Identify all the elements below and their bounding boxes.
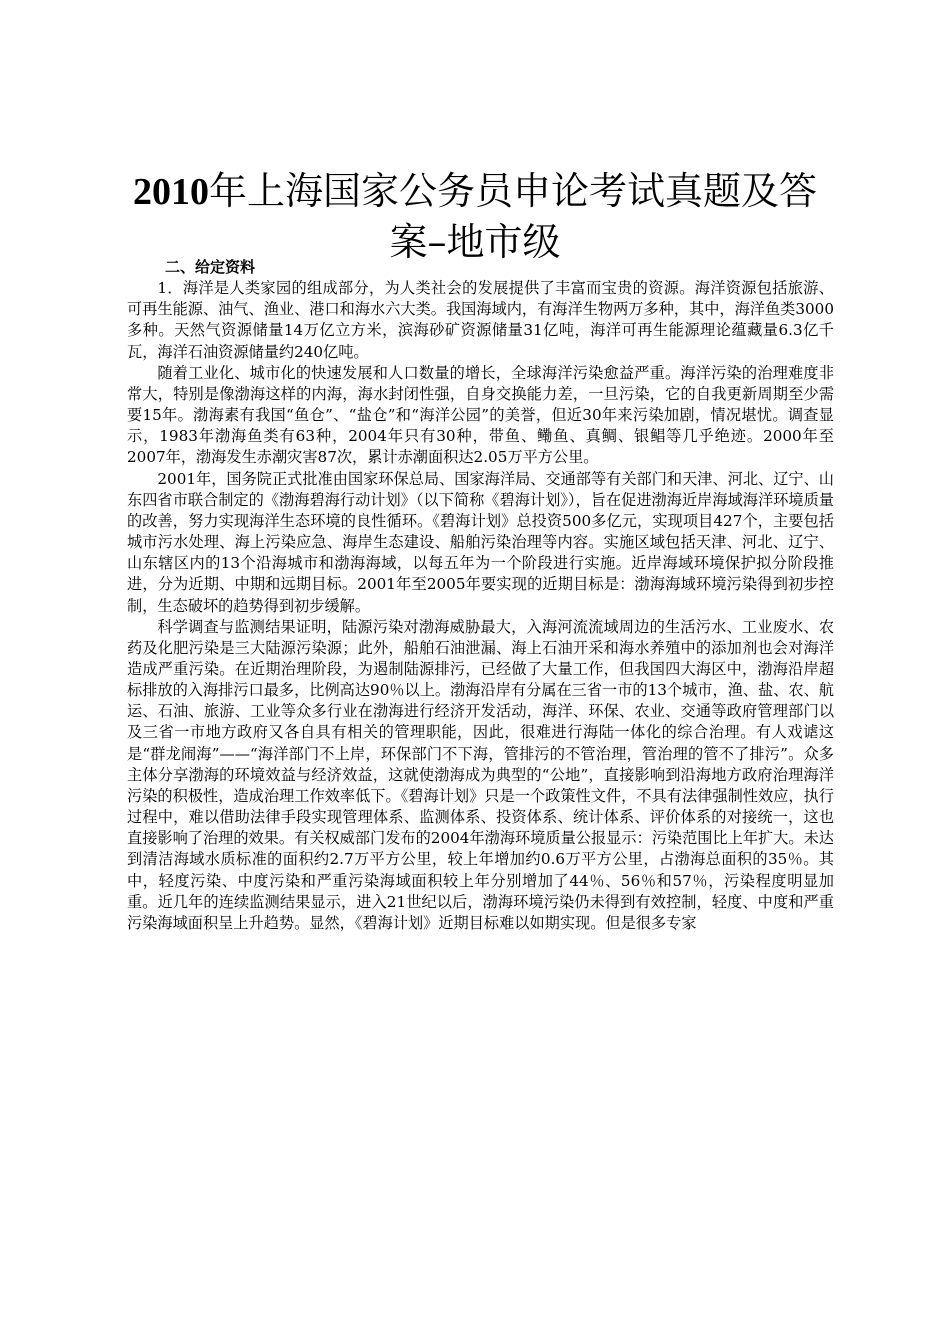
paragraph-1: 1．海洋是人类家园的组成部分，为人类社会的发展提供了丰富而宝贵的资源。海洋资源包括旅游、可再生能源、油气、渔业、港口和海水六大类。我国海域内，有海洋生物两万多种，其中，海洋鱼类3000多种。天然气资源储量14万亿立方米，滨海砂矿资源储量31亿吨，海洋可再生能源理论蕴藏量6.3亿千瓦，海洋石油资源储量约240亿吨。: [127, 279, 834, 361]
document-body: [127, 257, 834, 934]
title-year: 2010: [132, 171, 209, 213]
paragraph-4: 科学调查与监测结果证明，陆源污染对渤海威胁最大，入海河流流域周边的生活污水、工业废水、农药及化肥污染是三大陆源污染源；此外，船舶石油泄漏、海上石油开采和海水养殖中的添加剂也会对海洋造成严重污染。在近期治理阶段，为遏制陆源排污，已经做了大量工作，但我国四大海区中，渤海沿岸超标排放的入海排污口最多，比例高达90％以上。渤海沿岸有分属在三省一市的13个城市，渔、盐、农、航运、石油、旅游、工业等众多行业在渤海进行经济开发活动，海洋、环保、农业、交通等政府管理部门以及三省一市地方政府又各自具有相关的管理职能，因此，很难进行海陆一体化的综合治理。有人戏谑这是“群龙闹海”——“海洋部门不上岸，环保部门不下海，管排污的不管治理，管治理的管不了排污”。众多主体分享渤海的环境效益与经济效益，这就使渤海成为典型的“公地”，直接影响到沿海地方政府治理海洋污染的积极性，造成治理工作效率低下。《碧海计划》只是一个政策性文件，不具有法律强制性效应，执行过程中，难以借助法律手段实现管理体系、监测体系、投资体系、统计体系、评价体系的对接统一，这也直接影响了治理的效果。有关权威部门发布的2004年渤海环境质量公报显示：污染范围比上年扩大。未达到清洁海域水质标准的面积约2.7万平方公里，较上年增加约0.6万平方公里，占渤海总面积的35％。其中，轻度污染、中度污染和严重污染海域面积较上年分别增加了44％、56％和57％，污染程度明显加重。近几年的连续监测结果显示，进入21世纪以后，渤海环境污染仍未得到有效控制，轻度、中度和严重污染海域面积呈上升趋势。显然，《碧海计划》近期目标难以如期实现。但是很多专家: [127, 617, 834, 932]
title-text: 年上海国家公务员申论考试真题及答案–地市级: [208, 169, 817, 264]
document-title: [120, 166, 830, 267]
paragraph-3: 2001年，国务院正式批准由国家环保总局、国家海洋局、交通部等有关部门和天津、河北、辽宁、山东四省市联合制定的《渤海碧海行动计划》（以下简称《碧海计划》），旨在促进渤海近岸海域海洋环境质量的改善，努力实现海洋生态环境的良性循环。《碧海计划》总投资500多亿元，实现项目427个，主要包括城市污水处理、海上污染应急、海岸生态建设、船舶污染治理等内容。实施区域包括天津、河北、辽宁、山东辖区内的13个沿海城市和渤海海域，以每五年为一个阶段进行实施。近岸海域环境保护拟分阶段推进，分为近期、中期和远期目标。2001年至2005年要实现的近期目标是：渤海海域环境污染得到初步控制，生态破坏的趋势得到初步缓解。: [127, 469, 834, 615]
section-heading: 二、给定资料: [165, 258, 256, 276]
paragraph-2: 随着工业化、城市化的快速发展和人口数量的增长，全球海洋污染愈益严重。海洋污染的治理难度非常大，特别是像渤海这样的内海，海水封闭性强，自身交换能力差，一旦污染，它的自我更新周期至少需要15年。渤海素有我国“鱼仓”、“盐仓”和“海洋公园”的美誉，但近30年来污染加剧，情况堪忧。调查显示，1983年渤海鱼类有63种，2004年只有30种，带鱼、鳓鱼、真鲷、银鲳等几乎绝迹。2000年至2007年，渤海发生赤潮灾害87次，累计赤潮面积达2.05万平方公里。: [127, 363, 834, 467]
